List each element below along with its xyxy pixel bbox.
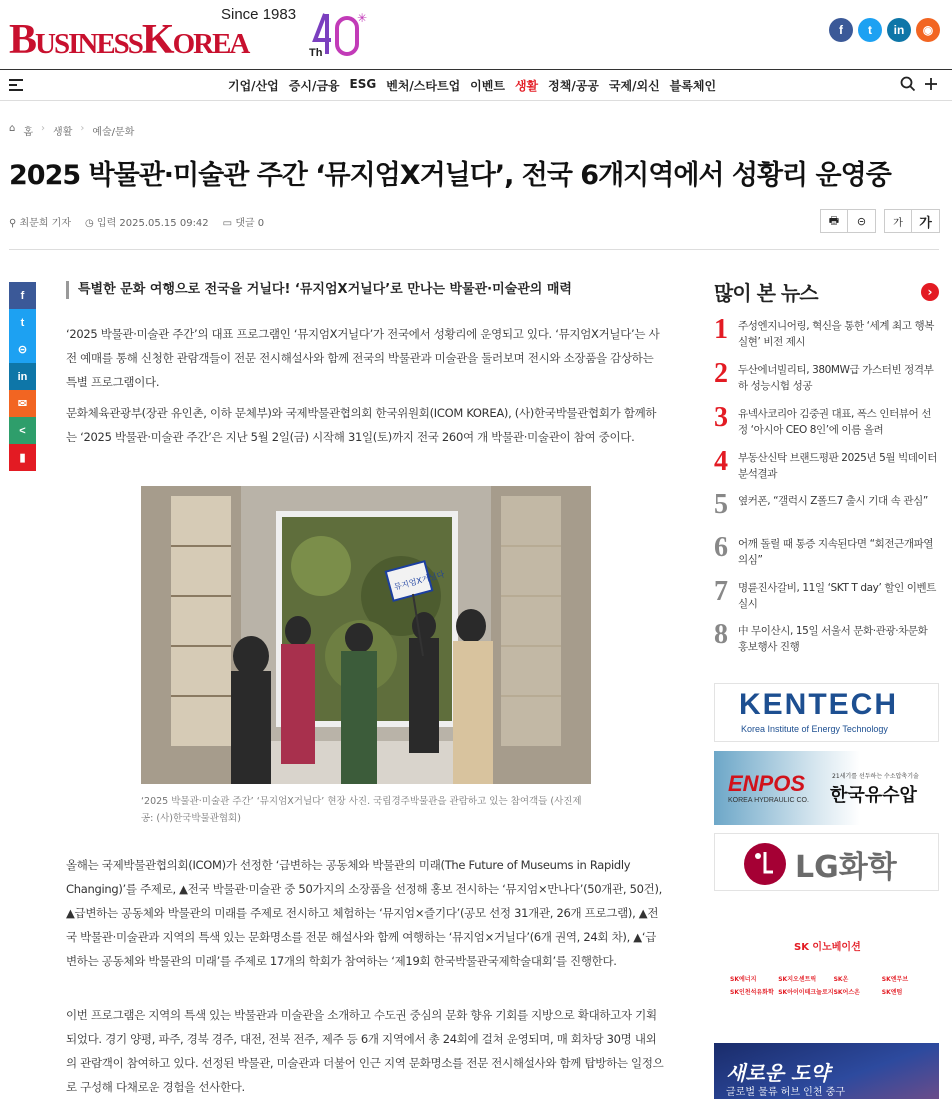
font-size-group: [884, 209, 940, 233]
nav-item-policy[interactable]: 정책/공공: [548, 79, 599, 93]
ad-kentech-sub: Korea Institute of Energy Technology: [741, 724, 888, 734]
svg-text:Th: Th: [309, 47, 323, 59]
published-date-text: 입력 2025.05.15 09:42: [96, 218, 209, 229]
rank-number: 3: [714, 402, 728, 433]
article-paragraph-4: 이번 프로그램은 지역의 특색 있는 박물관과 미술관을 소개하고 수도권 중심의 문화 향유 기회를 지방으로 확대하고자 기획되었다. 경기 양평, 파주, 경북 경주, 대전, 전북 전주, 제주 등 6개 지역에서 총 24회에 걸쳐 운영되며, 매 회차당 30명 내외의 관람객이 참여하고 있다. 선정된 박물관, 미술관과 더불어 인근 지역 문화명소를 전문 전시해설사와 함께 탑방하는 일정으로 구성해 다채로운 경험을 선사한다.: [66, 1008, 664, 1094]
font-increase-button[interactable]: 가: [919, 215, 932, 231]
breadcrumb-home[interactable]: 홈: [23, 127, 34, 138]
chevron-right-icon: ›: [41, 123, 46, 134]
article-photo[interactable]: [141, 486, 591, 784]
ad-enpos-korean: 한국유수압: [830, 785, 917, 806]
rank-number: 8: [714, 619, 728, 650]
link-icon[interactable]: ⊝: [9, 336, 36, 363]
most-viewed-link[interactable]: 어깨 돌릴 때 통증 지속된다면 “회전근개파열 의심”: [738, 538, 934, 566]
photo-sign-text: 뮤지엄X거닐다: [393, 569, 446, 592]
article-title: 2025 박물관·미술관 주간 ‘뮤지엄X거닐다’, 전국 6개지역에서 성황리 운영중: [9, 160, 891, 191]
most-viewed-link[interactable]: 中 무이산시, 15일 서울서 문화·관광·차문화 홍보행사 진행: [738, 625, 928, 653]
lg-logo-icon: [743, 842, 787, 886]
ad-enpos-tagline: 21세기를 선두하는 수소압축기술: [832, 773, 919, 780]
ad-sk-cell: SK지오센트릭: [778, 976, 817, 983]
ad-kentech-logo: KENTECH: [739, 688, 899, 721]
most-viewed-link[interactable]: 부동산신탁 브랜드평판 2025년 5월 빅데이터 분석결과: [738, 452, 938, 480]
nav-item-blockchain[interactable]: 블록체인: [669, 79, 717, 93]
divider: [9, 249, 939, 250]
nav-menu: [228, 77, 716, 94]
logo-wordmark: BusinessKorea: [9, 17, 249, 63]
ad-lg-chem[interactable]: [714, 833, 939, 891]
ad-enpos-logo: ENPOS: [728, 771, 806, 796]
chevron-right-icon[interactable]: ›: [921, 283, 939, 301]
mail-icon[interactable]: ✉: [9, 390, 36, 417]
facebook-icon[interactable]: f: [9, 282, 36, 309]
nav-item-international[interactable]: 국제/외신: [608, 79, 660, 93]
rank-number: 4: [714, 446, 728, 477]
ad-sk-title: SK 이노베이션: [794, 942, 861, 953]
facebook-icon[interactable]: f: [829, 18, 853, 42]
home-icon[interactable]: ⌂: [9, 123, 16, 134]
nav-item-startup[interactable]: 벤처/스타트업: [386, 79, 461, 93]
print-share-group: [820, 209, 876, 233]
author-name: 최문희 기자: [19, 218, 71, 229]
article-subheading: 특별한 문화 여행으로 전국을 거닐다! ‘뮤지엄X거닐다’로 만나는 박물관·미술관의 매력: [66, 281, 572, 299]
share-icon[interactable]: <: [9, 417, 36, 444]
main-navigation: [0, 71, 952, 101]
nav-item-industry[interactable]: 기업/산업: [228, 79, 279, 93]
ad-sk-cell: SK어스온: [833, 989, 860, 996]
comment-count-text: 댓글 0: [235, 218, 265, 229]
search-icon[interactable]: [900, 76, 916, 92]
bookmark-icon[interactable]: ▮: [9, 444, 36, 471]
rank-number: 7: [714, 576, 728, 607]
rank-number: 1: [714, 314, 728, 345]
article-tools: [820, 209, 940, 233]
anniversary-40th-icon: [309, 8, 369, 60]
breadcrumb-section[interactable]: 생활: [53, 127, 73, 138]
font-decrease-button[interactable]: 가: [885, 210, 912, 232]
comment-icon: ▭: [222, 218, 236, 229]
article-paragraph-1: ‘2025 박물관·미술관 주간’의 대표 프로그램인 ‘뮤지엄X거닐다’가 전국에서 성황리에 운영되고 있다. ‘뮤지엄X거닐다’는 사전 예매를 통해 신청한 관람객들이 전문 전시해설사와 함께 전국의 박물관과 미술관을 둘러보며 전시와 소장품을 감상하는 특별 프로그램이다.: [66, 327, 660, 389]
logo-since: Since 1983: [221, 6, 297, 23]
rank-number: 2: [714, 358, 728, 389]
chevron-right-icon: ›: [80, 123, 85, 134]
breadcrumb-subsection[interactable]: 예술/문화: [92, 127, 135, 138]
article-paragraph-2: 문화체육관광부(장관 유인촌, 이하 문체부)와 국제박물관협의회 한국위원회(ICOM KOREA), (사)한국박물관협회가 함께하는 ‘2025 박물관·미술관 주간’은 지난 5월 2일(금) 시작해 31일(토)까지 전국 260여 개 박물관·미술관이 참여 중이다.: [66, 406, 657, 444]
author: [9, 214, 71, 229]
ad-sk-innovation[interactable]: [714, 930, 939, 1010]
ad-sk-cell: SK에너지: [730, 976, 757, 983]
most-viewed-link[interactable]: 유넥사코리아 김중권 대표, 폭스 인터뷰어 선정 ‘아시아 CEO 8인’에 이름 올려: [738, 408, 931, 436]
ad-sk-cell: SK아이이테크놀로지: [778, 989, 834, 996]
clock-icon: ◷: [85, 218, 97, 229]
breadcrumb: [9, 123, 134, 138]
ad-lg-text: LG화학: [795, 850, 897, 885]
print-icon[interactable]: 🖶: [821, 210, 848, 232]
nav-item-finance[interactable]: 증시/금융: [288, 79, 340, 93]
museum-photo-illustration: [141, 486, 591, 784]
user-icon: ⚲: [9, 218, 20, 229]
linkedin-icon[interactable]: in: [9, 363, 36, 390]
published-date: [85, 214, 209, 229]
plus-icon[interactable]: [924, 76, 938, 92]
photo-caption: ‘2025 박물관·미술관 주간’ ‘뮤지엄X거닐다’ 현장 사진. 국립경주박물관을 관람하고 있는 참여객들 (사진제공: (사)한국박물관협회): [141, 796, 582, 824]
most-viewed-link[interactable]: 옆커폰, “갤럭시 Z폴드7 출시 기대 속 관심”: [738, 495, 928, 507]
twitter-icon[interactable]: t: [9, 309, 36, 336]
rank-number: 6: [714, 532, 728, 563]
linkedin-icon[interactable]: in: [887, 18, 911, 42]
nav-item-event[interactable]: 이벤트: [470, 79, 505, 93]
ad-sk-cell: SK엔텀: [881, 989, 903, 996]
nav-item-esg[interactable]: ESG: [349, 77, 377, 91]
ad-enpos[interactable]: [714, 751, 939, 825]
menu-icon[interactable]: [9, 79, 23, 92]
ad-enpos-small: KOREA HYDRAULIC CO.: [728, 797, 809, 804]
most-viewed-link[interactable]: 주성엔지니어링, 혁신을 통한 ‘세계 최고 행복 실현’ 비전 제시: [738, 320, 934, 348]
ad-sk-grid: [730, 974, 930, 996]
twitter-icon[interactable]: t: [858, 18, 882, 42]
most-viewed-link[interactable]: 두산에너빌리티, 380MW급 가스터빈 정격부하 성능시험 성공: [738, 364, 934, 392]
article-meta: [9, 214, 264, 229]
ad-kentech[interactable]: [714, 683, 939, 742]
article-paragraph-3: 올해는 국제박물관협의회(ICOM)가 선정한 ‘급변하는 공동체와 박물관의 미래(The Future of Museums in Rapidly Changing)’를 주제로, ▲전국 박물관·미술관 중 50가지의 소장품을 선정해 홍보 전시하는 ‘뮤지엄×만나다’(50개관, 50건), ▲급변하는 공동체와 박물관의 미래를 주제로 전시하고 체험하는 ‘뮤지엄×즐기다’(공모 선정 31개관, 26개 프로그램), ▲전국 박물관·미술관과 지역의 특색 있는 문화명소를 전문 해설사와 함께 여행하는 ‘뮤지엄×거닐다’(6개 권역, 24회 차), ▲‘급변하는 공동체와 박물관의 미래’를 주제로 17개의 학회가 참여하는 ‘제19회 한국박물관국제학술대회’를 진행한다.: [66, 858, 663, 968]
ad-incheon[interactable]: [714, 1043, 939, 1099]
share-rail: [9, 282, 36, 471]
ad-incheon-sub: 글로벌 물류 허브 인천 중구: [726, 1087, 845, 1098]
ad-sk-cell: SK엔무브: [881, 976, 909, 983]
ad-incheon-headline: 새로운 도약: [726, 1061, 830, 1085]
ad-sk-cell: SK인천석유화학: [730, 989, 774, 996]
rss-icon[interactable]: ◉: [916, 18, 940, 42]
site-header: [0, 0, 952, 70]
most-viewed-link[interactable]: 명륜진사갈비, 11일 ‘SKT T day’ 할인 이벤트 실시: [738, 582, 936, 610]
svg-text:✳: ✳: [357, 11, 368, 25]
nav-tools: [900, 76, 938, 92]
comment-count[interactable]: [223, 214, 265, 229]
link-icon[interactable]: ⊝: [856, 214, 867, 228]
rank-number: 5: [714, 489, 728, 520]
ad-sk-cell: SK온: [833, 976, 849, 983]
social-links: [829, 18, 940, 42]
nav-item-life[interactable]: 생활: [514, 79, 539, 93]
most-viewed-title: 많이 본 뉴스: [714, 281, 818, 305]
